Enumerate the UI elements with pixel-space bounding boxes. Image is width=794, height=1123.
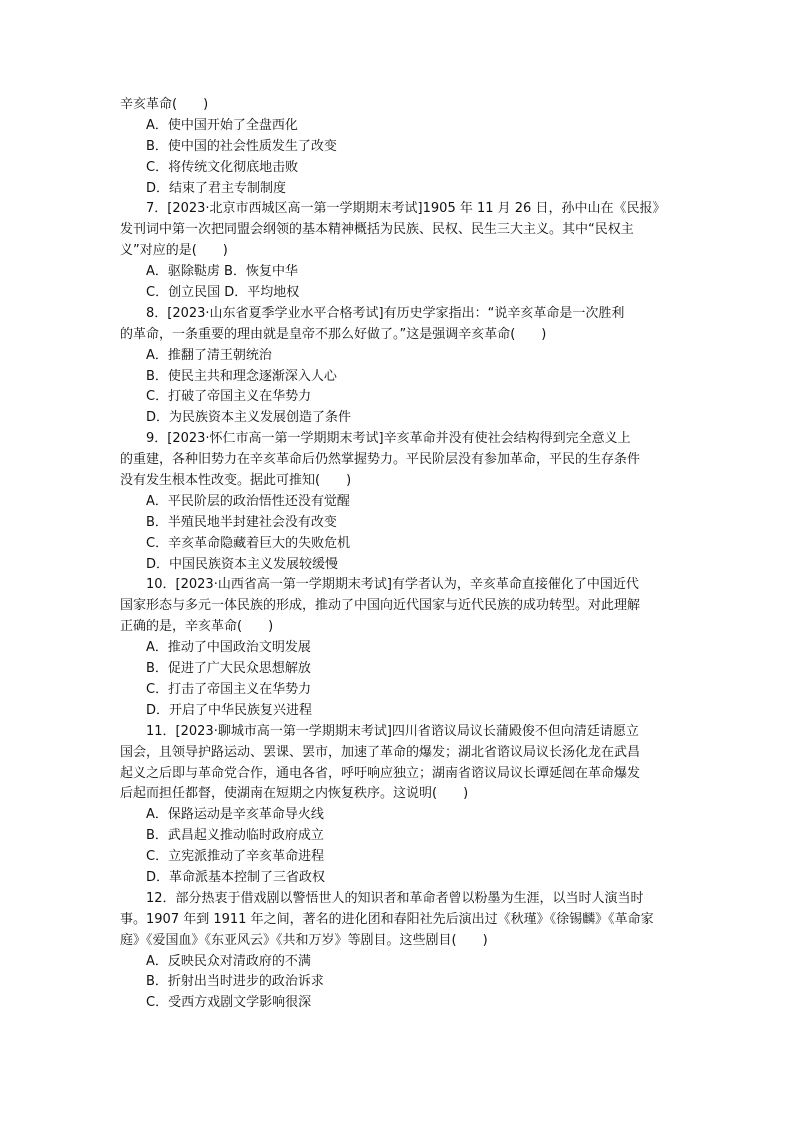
- question-8-option-d: D．为民族资本主义发展创造了条件: [146, 410, 352, 426]
- question-12-option-c: C．受西方戏剧文学影响很深: [146, 995, 312, 1011]
- question-7-options-cd: C．创立民国 D．平均地权: [146, 285, 300, 301]
- question-8-option-b: B．使民主共和理念逐渐深入人心: [146, 368, 337, 384]
- question-7-options-ab: A．驱除鞑虏 B．恢复中华: [146, 264, 298, 280]
- option-b: B．使中国的社会性质发生了改变: [146, 138, 337, 154]
- question-9-option-c: C．辛亥革命隐藏着巨大的失败危机: [146, 535, 351, 551]
- question-11-option-c: C．立宪派推动了辛亥革命进程: [146, 849, 325, 865]
- question-12-line-2: 事。1907 年到 1911 年之间，著名的进化团和春阳社先后演出过《秋瑾》《徐锡麟》《革命家: [120, 911, 654, 927]
- question-9-line-3: 没有发生根本性改变。据此可推知( ): [120, 473, 352, 489]
- option-c: C．将传统文化彻底地击败: [146, 159, 299, 175]
- question-7-line-1: 7．[2023·北京市西城区高一第一学期期末考试]1905 年 11 月 26 日，孙中山在《民报》: [146, 201, 666, 217]
- document-page: [120, 95, 686, 1014]
- question-10-line-2: 国家形态与多元一体民族的形成，推动了中国向近代国家与近代民族的成功转型。对此理解: [120, 598, 641, 614]
- question-11-option-d: D．革命派基本控制了三省政权: [146, 869, 326, 885]
- question-11-option-a: A．保路运动是辛亥革命导火线: [146, 807, 324, 823]
- question-9-option-b: B．半殖民地半封建社会没有改变: [146, 514, 337, 530]
- question-10-line-1: 10．[2023·山西省高一第一学期期末考试]有学者认为，辛亥革命直接催化了中国近代: [146, 577, 639, 593]
- question-11-line-2: 国会，且领导护路运动、罢课、罢市，加速了革命的爆发；湖北省谘议局议长汤化龙在武昌: [120, 744, 641, 760]
- question-9-line-1: 9．[2023·怀仁市高一第一学期期末考试]辛亥革命并没有使社会结构得到完全意义上: [146, 431, 631, 447]
- question-10-option-d: D．开启了中华民族复兴进程: [146, 702, 313, 718]
- question-8-line-2: 的革命，一条重要的理由就是皇帝不那么好做了。”这是强调辛亥革命( ): [120, 326, 547, 342]
- question-9-option-d: D．中国民族资本主义发展较缓慢: [146, 556, 339, 572]
- question-8-line-1: 8．[2023·山东省夏季学业水平合格考试]有历史学家指出：“说辛亥革命是一次胜利: [146, 305, 625, 321]
- question-11-option-b: B．武昌起义推动临时政府成立: [146, 828, 324, 844]
- question-7-line-3: 义”对应的是( ): [120, 243, 228, 259]
- question-10-option-c: C．打击了帝国主义在华势力: [146, 681, 312, 697]
- question-10-option-a: A．推动了中国政治文明发展: [146, 640, 311, 656]
- question-11-line-3: 起义之后即与革命党合作，通电各省，呼吁响应独立；湖南省谘议局议长谭延闿在革命爆发: [120, 765, 641, 781]
- question-9-line-2: 的重建，各种旧势力在辛亥革命后仍然掌握势力。平民阶层没有参加革命，平民的生存条件: [120, 452, 641, 468]
- question-9-option-a: A．平民阶层的政治悟性还没有觉醒: [146, 493, 350, 509]
- question-12-option-b: B．折射出当时进步的政治诉求: [146, 974, 324, 990]
- question-10-line-3: 正确的是，辛亥革命( ): [120, 619, 274, 635]
- option-a: A．使中国开始了全盘西化: [146, 117, 298, 133]
- question-10-option-b: B．促进了广大民众思想解放: [146, 661, 311, 677]
- question-7-line-2: 发刊词中第一次把同盟会纲领的基本精神概括为民族、民权、民生三大主义。其中“民权主: [120, 222, 634, 238]
- question-8-option-a: A．推翻了清王朝统治: [146, 347, 272, 363]
- option-d: D．结束了君主专制制度: [146, 180, 287, 196]
- question-12-line-1: 12．部分热衷于借戏剧以警悟世人的知识者和革命者曾以粉墨为生涯，以当时人演当时: [146, 890, 644, 906]
- question-stem-continuation: 辛亥革命( ): [120, 97, 209, 112]
- question-12-line-3: 庭》《爱国血》《东亚风云》《共和万岁》等剧目。这些剧目( ): [120, 932, 488, 948]
- question-12-option-a: A．反映民众对清政府的不满: [146, 953, 311, 969]
- question-8-option-c: C．打破了帝国主义在华势力: [146, 389, 312, 405]
- question-11-line-4: 后起而担任都督，使湖南在短期之内恢复秩序。这说明( ): [120, 786, 469, 802]
- question-11-line-1: 11．[2023·聊城市高一第一学期期末考试]四川省谘议局议长蒲殿俊不但向清廷请愿立: [146, 723, 639, 739]
